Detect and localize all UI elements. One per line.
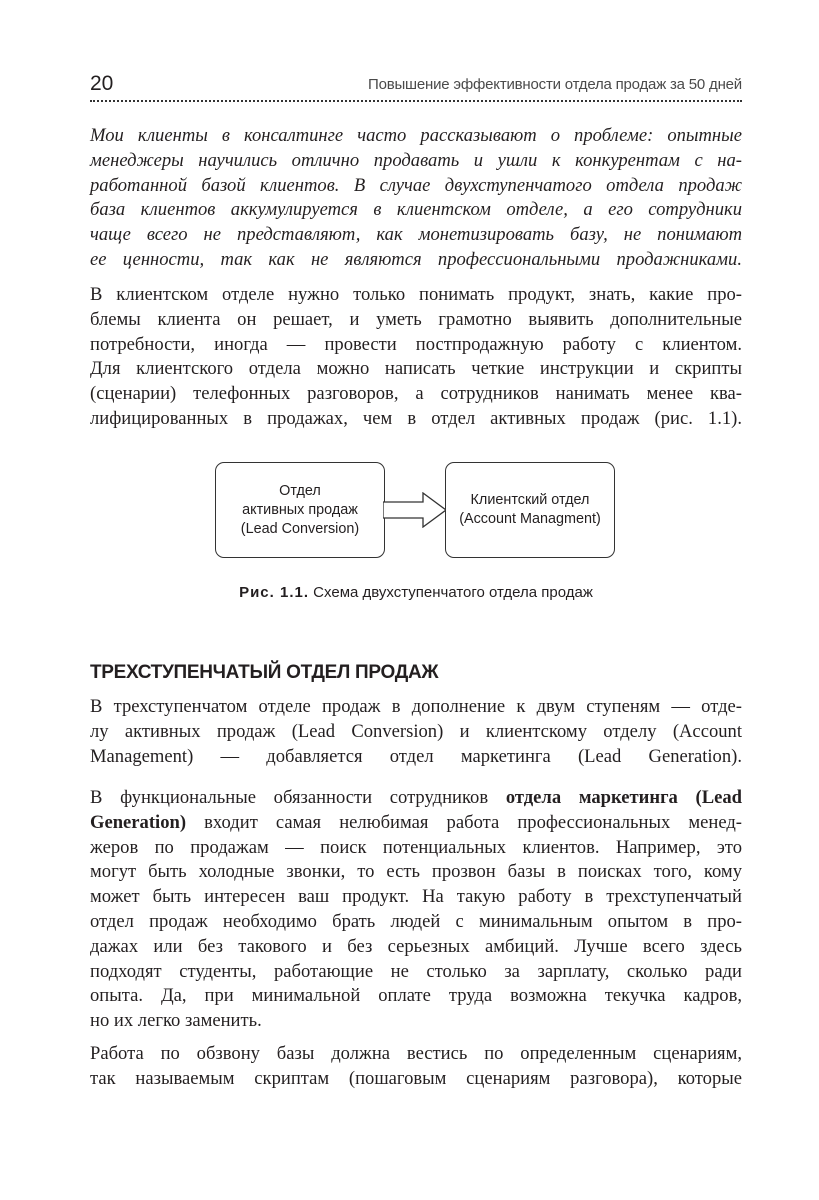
text-line: так называемым скриптам (пошаговым сценариям разговора), которые xyxy=(90,1067,742,1089)
text-line: подходят студенты, работающие не столько за зарплату, сколько ради xyxy=(90,960,742,982)
text-line: В клиентском отделе нужно только понимать продукт, знать, какие про- xyxy=(90,284,742,305)
text-run: входит самая нелюбимая работа профессиональных менед- xyxy=(186,811,742,833)
hollow-arrow-right-icon xyxy=(383,492,447,528)
text-line: В трехступенчатом отделе продаж в дополнение к двум ступеням — отде- xyxy=(90,696,742,717)
figure-caption xyxy=(90,584,742,601)
text-line: Для клиентского отдела можно написать четкие инструкции и скрипты xyxy=(90,358,742,380)
text-line: Мои клиенты в консалтинге часто рассказывают о проблеме: опытные xyxy=(90,125,742,146)
header-divider xyxy=(90,100,742,102)
section-heading: ТРЕХСТУПЕНЧАТЫЙ ОТДЕЛ ПРОДАЖ xyxy=(90,662,439,683)
text-line: чаще всего не представляют, как монетизировать базу, не понимают xyxy=(90,224,742,246)
figure-caption-label: Рис. 1.1. xyxy=(239,584,310,601)
text-line: менеджеры научились отлично продавать и ушли к конкурентам с на- xyxy=(90,149,742,171)
two-stage-sales-diagram xyxy=(215,462,615,560)
intro-italic-paragraph xyxy=(90,124,742,273)
box-text-line: Отдел xyxy=(279,482,321,499)
text-line: лифицированных в продажах, чем в отдел активных продаж (рис. 1.1). xyxy=(90,407,742,429)
lead-conversion-box xyxy=(215,462,385,558)
text-line: ее ценности, так как не являются профессиональными продажниками. xyxy=(90,248,742,270)
text-line: Работа по обзвону базы должна вестись по определенным сценариям, xyxy=(90,1043,742,1064)
box-text-line: Клиентский отдел xyxy=(470,492,590,508)
text-line: база клиентов аккумулируется в клиентском отделе, а его сотрудники xyxy=(90,199,742,221)
bold-term: Generation) xyxy=(90,811,187,833)
scripts-paragraph xyxy=(90,1042,742,1092)
client-department-paragraph xyxy=(90,283,742,432)
text-line: дажах или без такового и без серьезных амбиций. Лучше всего здесь xyxy=(90,935,742,957)
text-line: может быть интересен ваш продукт. На такую работу в трехступенчатый xyxy=(90,886,742,908)
page-number: 20 xyxy=(90,72,114,95)
box-text-line: (Account Managment) xyxy=(459,511,601,527)
figure-caption-text: Схема двухступенчатого отдела продаж xyxy=(309,584,593,601)
text-line: работанной базой клиентов. В случае двухступенчатого отдела продаж xyxy=(90,174,742,196)
text-line: лу активных продаж (Lead Conversion) и клиентскому отделу (Account xyxy=(90,720,742,742)
running-title: Повышение эффективности отдела продаж за 50 дней xyxy=(367,76,742,93)
box-text-line: (Lead Conversion) xyxy=(240,520,360,537)
box-text-line: активных продаж xyxy=(242,501,358,518)
text-line xyxy=(90,811,742,836)
text-line: жеров по продажам — поиск потенциальных клиентов. Например, это xyxy=(90,836,742,858)
text-line: (сценарии) телефонных разговоров, а сотрудников нанимать менее ква- xyxy=(90,383,742,405)
three-stage-paragraph xyxy=(90,695,742,769)
text-line xyxy=(90,786,742,811)
text-line: Management) — добавляется отдел маркетинга (Lead Generation). xyxy=(90,745,742,767)
text-line: но их легко заменить. xyxy=(90,1010,262,1032)
account-management-box xyxy=(445,462,615,558)
text-run: В функциональные обязанности сотрудников xyxy=(90,787,506,808)
text-line: опыта. Да, при минимальной оплате труда возможна текучка кадров, xyxy=(90,985,742,1007)
running-head xyxy=(90,72,742,100)
text-line: блемы клиента он решает, и уметь грамотно выявить дополнительные xyxy=(90,308,742,330)
text-line: отдел продаж необходимо брать людей с минимальным опытом в про- xyxy=(90,910,742,932)
text-line: потребности, иногда — провести постпродажную работу с клиентом. xyxy=(90,333,742,355)
text-line: могут быть холодные звонки, то есть прозвон базы в поисках того, кому xyxy=(90,861,742,883)
marketing-department-paragraph xyxy=(90,786,742,1034)
bold-term: отдела маркетинга (Lead xyxy=(505,787,742,808)
